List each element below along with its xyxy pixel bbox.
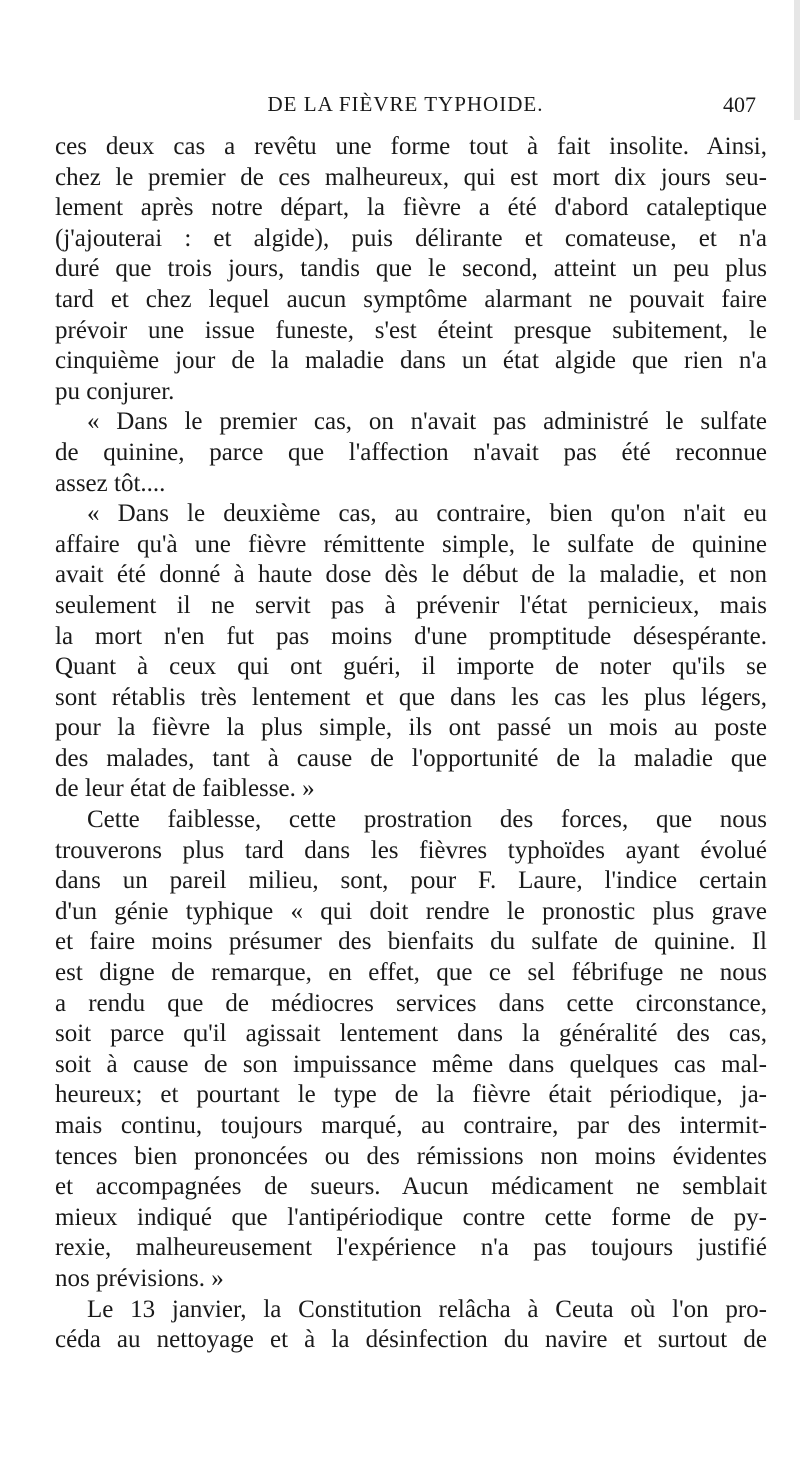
text-line: pour la fièvre la plus simple, ils ont passé un mois au poste xyxy=(55,714,767,742)
text-line: des malades, tant à cause de l'opportunité de la maladie que xyxy=(55,744,767,772)
text-line: affaire qu'à une fièvre rémittente simple, le sulfate de quinine xyxy=(55,530,767,558)
text-line: mieux indiqué que l'antipériodique contre cette forme de py- xyxy=(55,1203,767,1231)
page-number: 407 xyxy=(723,92,756,117)
text-line: mais continu, toujours marqué, au contraire, par des intermit- xyxy=(55,1112,767,1139)
text-line: la mort n'en fut pas moins d'une promptitude désespérante. xyxy=(55,622,767,650)
text-line: avait été donné à haute dose dès le début de la maladie, et non xyxy=(55,561,767,589)
text-line: et faire moins présumer des bienfaits du sulfate de quinine. Il xyxy=(55,928,767,956)
text-line: a rendu que de médiocres services dans cette circonstance, xyxy=(55,989,767,1017)
text-line: Le 13 janvier, la Constitution relâcha à Ceuta où l'on pro- xyxy=(87,1295,767,1323)
text-line: heureux; et pourtant le type de la fièvre était périodique, ja- xyxy=(55,1081,767,1109)
text-line: pu conjurer. xyxy=(55,377,175,405)
running-title: DE LA FIÈVRE TYPHOIDE. xyxy=(267,92,544,116)
text-line: sont rétablis très lentement et que dans les cas les plus légers, xyxy=(55,683,767,711)
page-edge-shadow xyxy=(794,0,800,120)
text-line: Quant à ceux qui ont guéri, il importe de noter qu'ils se xyxy=(55,653,767,681)
text-line: duré que trois jours, tandis que le second, atteint un peu plus xyxy=(55,255,767,283)
text-line: chez le premier de ces malheureux, qui est mort dix jours seu- xyxy=(55,163,767,191)
text-line: ces deux cas a revêtu une forme tout à fait insolite. Ainsi, xyxy=(55,133,767,160)
text-line: soit à cause de son impuissance même dans quelques cas mal- xyxy=(55,1050,767,1078)
text-line: trouverons plus tard dans les fièvres typhoïdes ayant évolué xyxy=(55,836,767,864)
text-line: dans un pareil milieu, sont, pour F. Laure, l'indice certain xyxy=(55,867,767,895)
text-line: tard et chez lequel aucun symptôme alarmant ne pouvait faire xyxy=(55,285,767,313)
text-line: nos prévisions. » xyxy=(55,1264,224,1292)
text-line: prévoir une issue funeste, s'est éteint presque subitement, le xyxy=(55,316,767,344)
text-line: cinquième jour de la maladie dans un état algide que rien n'a xyxy=(55,347,767,375)
text-line: « Dans le deuxième cas, au contraire, bien qu'on n'ait eu xyxy=(87,500,767,528)
page-header xyxy=(55,88,756,118)
text-line: seulement il ne servit pas à prévenir l'état pernicieux, mais xyxy=(55,591,767,619)
text-line: est digne de remarque, en effet, que ce sel fébrifuge ne nous xyxy=(55,959,767,987)
text-line: de leur état de faiblesse. » xyxy=(55,775,315,803)
text-line: assez tôt.... xyxy=(55,469,166,497)
text-line: céda au nettoyage et à la désinfection du navire et surtout de xyxy=(55,1326,767,1354)
text-line: et accompagnées de sueurs. Aucun médicament ne semblait xyxy=(55,1173,767,1201)
text-line: d'un génie typhique « qui doit rendre le pronostic plus grave xyxy=(55,897,767,925)
text-line: de quinine, parce que l'affection n'avait pas été reconnue xyxy=(55,438,767,466)
text-line: « Dans le premier cas, on n'avait pas administré le sulfate xyxy=(87,408,767,436)
body-text xyxy=(55,132,767,1356)
text-line: rexie, malheureusement l'expérience n'a pas toujours justifié xyxy=(55,1234,767,1262)
text-line: (j'ajouterai : et algide), puis délirante et comateuse, et n'a xyxy=(55,224,767,252)
text-line: tences bien prononcées ou des rémissions non moins évidentes xyxy=(55,1142,767,1170)
text-line: soit parce qu'il agissait lentement dans la généralité des cas, xyxy=(55,1020,767,1048)
text-line: lement après notre départ, la fièvre a été d'abord cataleptique xyxy=(55,194,767,222)
text-line: Cette faiblesse, cette prostration des forces, que nous xyxy=(87,806,767,834)
